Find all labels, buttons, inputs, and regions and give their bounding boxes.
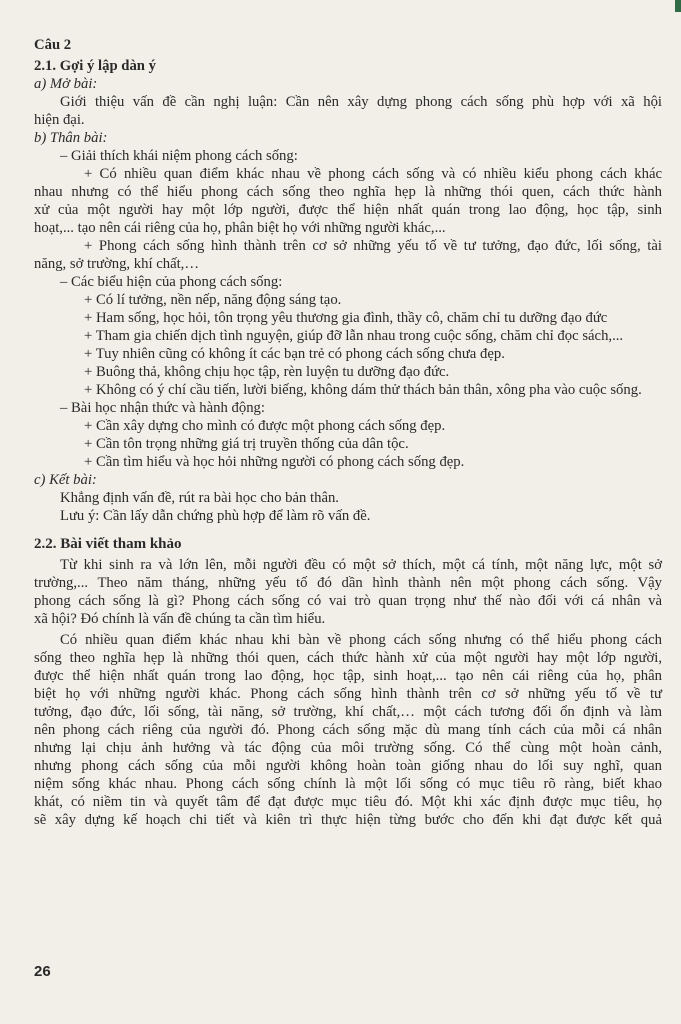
essay-line: sống theo nghĩa hẹp là những thói quen, cách thức hành xử của một người hay một lớp người, [34,650,662,666]
body-label: b) Thân bài: [34,130,108,146]
page-content [34,36,662,829]
essay-line: nên phong cách riêng của người đó. Phong cách sống mặc dù mang tính cách của mỗi cá nhân [34,722,662,738]
intro-line: Giới thiệu vấn đề cần nghị luận: Cần nên xây dựng phong cách sống phù hợp với xã hội [60,94,662,110]
outline-line: + Có nhiều quan điểm khác nhau về phong cách sống và có nhiều kiểu phong cách khác [84,166,662,182]
section-heading-essay: 2.2. Bài viết tham khảo [34,536,182,552]
outline-line: + Tham gia chiến dịch tình nguyện, giúp đỡ lẫn nhau trong cuộc sống, chăm chỉ đọc sách,... [84,328,624,344]
section-heading-outline: 2.1. Gợi ý lập dàn ý [34,58,156,74]
essay-line: được thể hiện nhất quán trong lao động, học tập, sinh hoạt,... tạo nên cái riêng của họ, phân [34,668,662,684]
essay-line: trường,... Theo năm tháng, những yếu tố đó dần hình thành nên một phong cách sống. Vậy [34,575,662,591]
outline-line: xử của một người hay một lớp người, được thể hiện nhất quán trong lao động, học tập, sinh [34,202,662,218]
page-number: 26 [34,963,51,980]
essay-line: nhưng phong cách sống của mỗi người không hoàn toàn giống nhau do lối suy nghĩ, quan [34,758,662,774]
essay-line: biệt họ với những người khác. Phong cách sống hình thành trên cơ sở những yếu tố về tư [34,686,662,702]
intro-line: hiện đại. [34,112,85,128]
outline-line: nhau nhưng có thể hiểu phong cách sống theo nghĩa hẹp là những thói quen, cách thức hành [34,184,662,200]
outline-line: năng, sở trường, khí chất,… [34,256,200,272]
outline-line: + Ham sống, học hỏi, tôn trọng yêu thương gia đình, thầy cô, chăm chỉ tu dưỡng đạo đức [84,310,608,326]
outline-line: + Buông thả, không chịu học tập, rèn luyện tu dưỡng đạo đức. [84,364,450,380]
outline-line: + Tuy nhiên cũng có không ít các bạn trẻ có phong cách sống chưa đẹp. [84,346,505,362]
outline-line: + Cần tìm hiểu và học hỏi những người có phong cách sống đẹp. [84,454,465,470]
outline-line: + Cần xây dựng cho mình có được một phong cách sống đẹp. [84,418,446,434]
outline-line: + Cần tôn trọng những giá trị truyền thống của dân tộc. [84,436,409,452]
outline-line: – Bài học nhận thức và hành động: [60,400,265,416]
essay-line: Từ khi sinh ra và lớn lên, mỗi người đều có một sở thích, một cá tính, một năng lực, một sở [60,557,662,573]
intro-label: a) Mở bài: [34,76,98,92]
essay-line: sẽ xây dựng kế hoạch chi tiết và kiên trì thực hiện từng bước cho đến khi đạt được kết quả [34,812,662,828]
corner-color-mark [675,0,681,12]
conclusion-line: Lưu ý: Cần lấy dẫn chứng phù hợp để làm rõ vấn đề. [60,508,371,524]
essay-line: khát, có niềm tin và quyết tâm để đạt được mục tiêu đó. Một khi xác định được mục tiêu, họ [34,794,662,810]
outline-line: – Giải thích khái niệm phong cách sống: [60,148,298,164]
question-title: Câu 2 [34,37,72,53]
outline-line: – Các biểu hiện của phong cách sống: [60,274,283,290]
outline-line: + Không có ý chí cầu tiến, lười biếng, không dám thử thách bản thân, xông pha vào cuộc sống. [84,382,642,398]
essay-line: phong cách sống là gì? Phong cách sống có vai trò quan trọng như thế nào đối với cá nhân và [34,593,662,609]
outline-line: + Phong cách sống hình thành trên cơ sở những yếu tố về tư tưởng, đạo đức, lối sống, tài [84,238,662,254]
essay-line: xã hội? Đó chính là vấn đề chúng ta cần tìm hiểu. [34,611,326,627]
essay-line: tưởng, đạo đức, lối sống, tài năng, sở trường, khí chất,… một cách tương đối ổn định và làm [34,704,662,720]
essay-line: Có nhiều quan điểm khác nhau khi bàn về phong cách sống nhưng có thể hiểu phong cách [60,632,662,648]
conclusion-label: c) Kết bài: [34,472,97,488]
outline-line: + Có lí tưởng, nền nếp, năng động sáng tạo. [84,292,342,308]
conclusion-line: Khẳng định vấn đề, rút ra bài học cho bản thân. [60,490,339,506]
essay-line: nhưng lại chịu ảnh hưởng và tác động của môi trường sống. Có thể cùng một hoàn cảnh, [34,740,662,756]
essay-line: niệm sống khác nhau. Phong cách sống chính là một lối sống có mục tiêu rõ ràng, biết khao [34,776,662,792]
outline-line: hoạt,... tạo nên cái riêng của họ, phân biệt họ với những người khác,... [34,220,446,236]
